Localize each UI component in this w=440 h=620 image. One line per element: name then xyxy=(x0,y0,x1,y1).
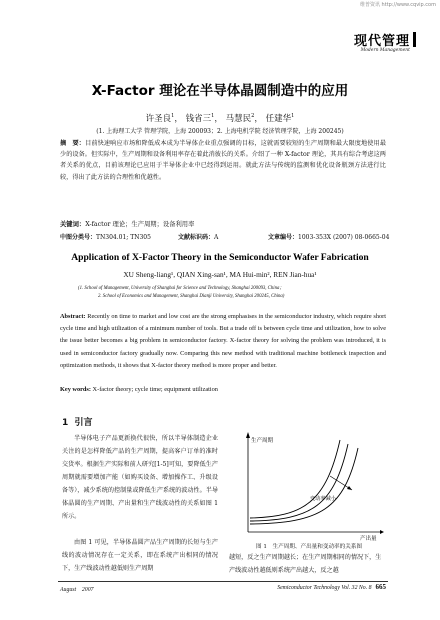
figure-1 xyxy=(234,432,384,542)
abstract-en xyxy=(60,311,386,372)
body-paragraph-2: 由图 1 可见，半导体晶圆产品生产周期的长短与生产线的波动情况存在一定关系，即在系统产出相同的情况下，生产线波动性越低则生产周期 xyxy=(62,539,218,572)
keywords-en-label: Key words: xyxy=(60,386,91,393)
footer-journal xyxy=(277,583,386,591)
footer-date: August 2007 xyxy=(60,587,94,593)
watermark: 维普资讯 http://www.cqvip.com xyxy=(359,2,436,8)
abstract-cn-label: 摘 要： xyxy=(60,140,86,147)
keywords-cn-text: X-factor 理论；生产周期；设备利用率 xyxy=(85,221,195,228)
affiliation-en-2: 2. School of Economics and Management, Shanghai Dianji University, Shanghai 200245, China) xyxy=(98,294,285,299)
article-no-label: 文章编号： xyxy=(268,234,299,241)
figure-1-plot xyxy=(234,432,384,542)
affiliation-en-1: (1. School of Management, University of Shanghai for Science and Technology, Shanghai 200093, China； xyxy=(78,286,285,291)
page-number: 665 xyxy=(375,583,386,591)
keywords-cn-label: 关键词： xyxy=(60,221,86,228)
classification-line xyxy=(60,232,390,241)
author-cn: 任建华 xyxy=(265,114,292,124)
section-title: 引言 xyxy=(74,418,93,428)
authors-en: XU Sheng-liang¹, QIAN Xing-san¹, MA Hui-min², REN Jian-hua¹ xyxy=(123,270,317,279)
body-paragraph-right: 越短，反之生产周期越长；在生产周期相同的情况下，生产线波动性越低则系统产出越大，反之越 xyxy=(229,554,382,574)
journal-name-en: Modern Management xyxy=(360,48,410,53)
clc-value: TN304.01; TN305 xyxy=(96,234,151,241)
doc-code-value: A xyxy=(214,234,219,241)
figure-1-caption: 图 1 生产周期、产出量和变动率的关系图 xyxy=(255,544,363,550)
author-cn: 钱省三 xyxy=(185,114,212,124)
section-number: 1 xyxy=(62,418,69,428)
clc-label: 中图分类号： xyxy=(60,234,97,241)
y-axis-label: 生产周期 xyxy=(251,438,274,444)
author-cn: 许圣良 xyxy=(145,114,172,124)
abstract-cn-text: 目前快速响应市场和降低成本成为半导体企业重点强调的目标，这就需要较短的生产周期和最大限度地使用最少的设备。但实际中，生产周期和设备利用率存在着此消彼长的关系。介绍了一种 X-factor 理论，其具有综合考虑这两者关系的优点，目前该理论已应用于半导体企业中已经得到运用。就此方法与传统的监测和优化设备瓶颈方法进行比较，得出了此方法的合理性和优越性。 xyxy=(60,140,387,181)
title-cn: X-Factor 理论在半导体晶圆制造中的应用 xyxy=(91,83,349,99)
title-en: Application of X-Factor Theory in the Semiconductor Wafer Fabrication xyxy=(71,252,369,263)
authors-cn: 许圣良$^1$， 钱省三$^1$， 马慧民$^2$， 任建华$^1$ xyxy=(145,113,295,124)
keywords-en xyxy=(60,386,218,393)
annotation-arrowhead xyxy=(347,486,352,490)
y-axis-arrow xyxy=(246,432,250,438)
annotation-label: 变动率减小 xyxy=(310,496,336,502)
body-paragraph-1: 半导体电子产品更新换代很快，所以半导体制造企业关注的是怎样降低产品的生产周期，提高客户订单的准时交货率。根据生产实际和前人研究[1-5]可知，要降低生产周期就需要增加产能（如购买设备、增加操作工、升级设备等），减少系统的控制量或降低生产系统的波动性。半导体晶圆的生产周期、产出量和生产线波动性的关系如图 1 所示。 xyxy=(62,435,218,520)
x-axis-label: 产出量 xyxy=(360,536,377,542)
author-cn: 马慧民 xyxy=(225,114,252,124)
masthead-bar xyxy=(413,32,416,47)
keywords-cn xyxy=(60,219,194,228)
footer-rule xyxy=(58,581,388,582)
abstract-cn xyxy=(60,138,386,183)
abstract-en-label: Abstract: xyxy=(60,313,86,320)
section-heading xyxy=(62,415,93,428)
article-no-value: 1003-353X (2007) 08-0665-04 xyxy=(298,234,390,241)
abstract-en-text: Recently on time to market and low cost are the strong emphasises in the semiconductor industry, which require short cycle time and high utilization of a minimum number of tools. But a trade off is between cycle time and utilization, how to solve the issue better becomes a big problem in semiconductor factory. X-factor theory for solving the problem was introduced, it is used in semiconductor factory gradually now. Comparing this new method with traditional machine bottleneck inspection and optimization methods, it shows that X-factor theory method is more proper and better. xyxy=(60,313,386,369)
journal-name-cn: 现代管理 xyxy=(353,34,410,49)
keywords-en-text: X-factor theory; cycle time; equipment utilization xyxy=(92,386,218,393)
affiliations-cn: (1. 上海理工大学 管理学院，上海 200093；2. 上海电机学院 经济管理学院，上海 200245) xyxy=(96,128,344,135)
doc-code-label: 文献标识码： xyxy=(178,234,215,241)
x-axis-arrow xyxy=(380,530,384,534)
curve-1 xyxy=(250,440,340,518)
footer-journal-info: Semiconductor Technology Vol. 32 No. 8 xyxy=(277,585,372,591)
journal-masthead xyxy=(354,30,410,53)
